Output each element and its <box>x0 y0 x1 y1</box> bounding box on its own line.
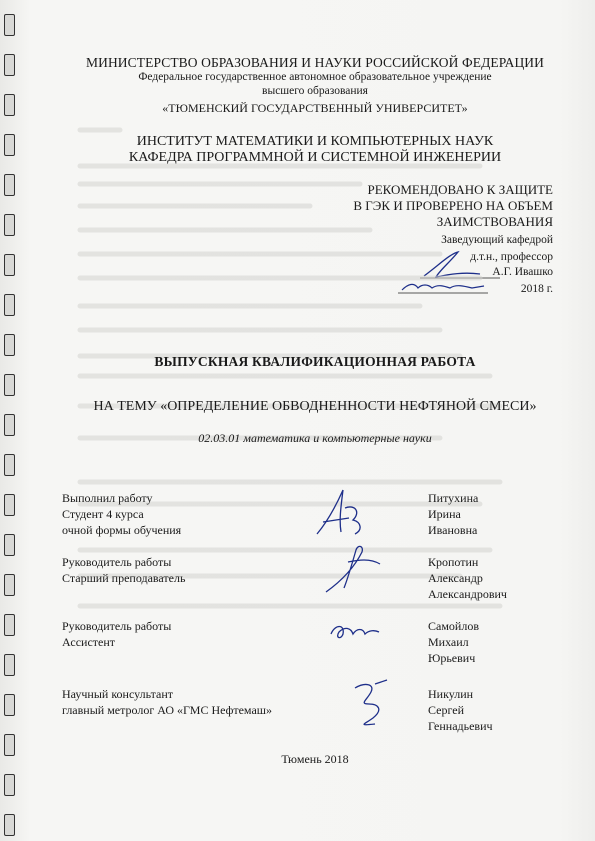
binding-ring <box>4 214 15 236</box>
student-signature <box>305 482 375 542</box>
binding-ring <box>4 694 15 716</box>
binding-ring <box>4 14 15 36</box>
department-name: КАФЕДРА ПРОГРАММНОЙ И СИСТЕМНОЙ ИНЖЕНЕРИИ <box>128 150 502 165</box>
university-name: «ТЮМЕНСКИЙ ГОСУДАРСТВЕННЫЙ УНИВЕРСИТЕТ» <box>162 101 468 115</box>
work-topic: НА ТЕМУ «ОПРЕДЕЛЕНИЕ ОБВОДНЕННОСТИ НЕФТЯНОЙ СМЕСИ» <box>93 399 537 414</box>
city-year: Тюмень 2018 <box>281 752 349 766</box>
supervisor-signature <box>318 538 388 598</box>
binding-ring <box>4 574 15 596</box>
supervisor-role: Руководитель работы Старший преподаватель <box>62 555 186 585</box>
binding-ring <box>4 654 15 676</box>
assistant-signature <box>325 616 385 646</box>
student-name: Питухина Ирина Ивановна <box>428 491 479 537</box>
binding-ring <box>4 134 15 156</box>
binding-ring <box>4 734 15 756</box>
ministry-heading: МИНИСТЕРСТВО ОБРАЗОВАНИЯ И НАУКИ РОССИЙСКОЙ ФЕДЕРАЦИИ <box>86 55 544 70</box>
head-degree: д.т.н., профессор <box>470 251 553 263</box>
binding-ring <box>4 334 15 356</box>
institution-type: Федеральное государственное автономное образовательное учреждение <box>138 71 492 83</box>
approval-line-2: В ГЭК И ПРОВЕРЕНО НА ОБЪЕМ <box>353 198 553 213</box>
binding-ring <box>4 414 15 436</box>
binding-ring <box>4 174 15 196</box>
head-position: Заведующий кафедрой <box>441 234 553 246</box>
approval-year: 2018 г. <box>520 283 553 295</box>
consultant-role: Научный консультант главный метролог АО «ГМС Нефтемаш» <box>62 687 273 717</box>
binding-ring <box>4 814 15 836</box>
binding-ring <box>4 54 15 76</box>
binding-ring <box>4 774 15 796</box>
binding-ring <box>4 454 15 476</box>
binding-ring <box>4 94 15 116</box>
binding-ring <box>4 494 15 516</box>
approval-line-3: ЗАИМСТВОВАНИЯ <box>436 214 553 229</box>
consultant-name: Никулин Сергей Геннадьевич <box>428 687 493 733</box>
binding-ring <box>4 614 15 636</box>
binding-ring <box>4 254 15 276</box>
specialty: 02.03.01 математика и компьютерные науки <box>198 431 432 445</box>
supervisor-name: Кропотин Александр Александрович <box>428 555 507 601</box>
work-type: ВЫПУСКНАЯ КВАЛИФИКАЦИОННАЯ РАБОТА <box>154 354 476 369</box>
approval-line-1: РЕКОМЕНДОВАНО К ЗАЩИТЕ <box>367 182 553 197</box>
binding-ring <box>4 374 15 396</box>
consultant-signature <box>345 676 405 732</box>
institution-level: высшего образования <box>262 85 368 97</box>
institute-name: ИНСТИТУТ МАТЕМАТИКИ И КОМПЬЮТЕРНЫХ НАУК <box>136 134 494 149</box>
student-role: Выполнил работу Студент 4 курса очной формы обучения <box>62 491 182 537</box>
binding-ring <box>4 294 15 316</box>
head-name: А.Г. Ивашко <box>492 266 553 278</box>
show-through-lines <box>60 110 530 630</box>
assistant-name: Самойлов Михаил Юрьевич <box>428 619 479 665</box>
binding-ring <box>4 534 15 556</box>
binding-strip <box>0 0 18 841</box>
assistant-role: Руководитель работы Ассистент <box>62 619 172 649</box>
